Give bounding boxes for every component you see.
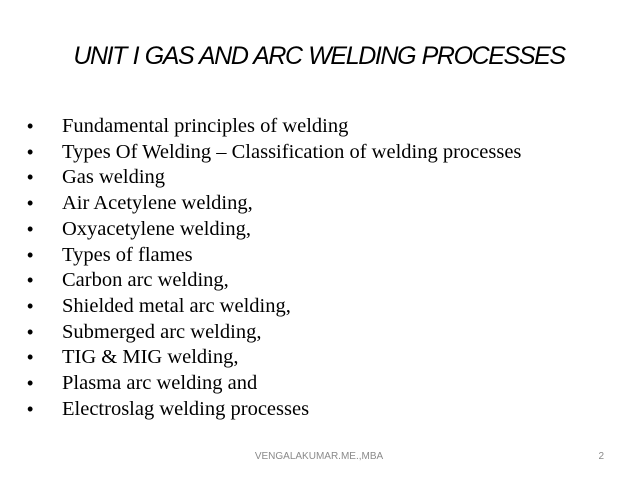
- page-number: 2: [598, 451, 604, 462]
- bullet-icon: •: [27, 270, 34, 291]
- bullet-icon: •: [27, 398, 34, 419]
- list-item: [27, 294, 521, 320]
- list-item-text: Electroslag welding processes: [62, 397, 310, 420]
- list-item: [27, 243, 521, 269]
- list-item: [27, 320, 521, 346]
- bullet-list: [27, 114, 521, 422]
- list-item: [27, 268, 521, 294]
- list-item: [27, 165, 521, 191]
- list-item-text: Shielded metal arc welding,: [62, 294, 291, 317]
- bullet-icon: •: [27, 116, 34, 136]
- list-item-text: Air Acetylene welding,: [62, 192, 253, 215]
- list-item-text: Types of flames: [62, 243, 193, 266]
- footer-author: VENGALAKUMAR.ME.,MBA: [254, 451, 384, 462]
- list-item-text: Carbon arc welding,: [62, 269, 229, 292]
- list-item: [27, 397, 521, 423]
- list-item: [27, 371, 521, 397]
- bullet-icon: •: [27, 244, 34, 265]
- list-item: [27, 217, 521, 243]
- list-item-text: Oxyacetylene welding,: [62, 217, 251, 240]
- bullet-icon: •: [27, 347, 34, 368]
- slide-title: UNIT I GAS AND ARC WELDING PROCESSES: [73, 42, 565, 70]
- bullet-icon: •: [27, 167, 34, 188]
- bullet-icon: •: [27, 321, 34, 342]
- list-item: [27, 191, 521, 217]
- list-item-text: Submerged arc welding,: [62, 320, 262, 343]
- bullet-icon: •: [27, 295, 34, 316]
- list-item: [27, 114, 521, 140]
- list-item-text: Plasma arc welding and: [62, 372, 258, 395]
- bullet-icon: •: [27, 193, 34, 214]
- list-item-text: Gas welding: [62, 166, 166, 189]
- list-item-text: TIG & MIG welding,: [62, 346, 239, 369]
- list-item: [27, 140, 521, 166]
- list-item-text: Fundamental principles of welding: [62, 115, 349, 137]
- bullet-icon: •: [27, 141, 34, 162]
- list-item-text: Types Of Welding – Classification of welding processes: [62, 140, 522, 163]
- bullet-icon: •: [27, 373, 34, 394]
- bullet-icon: •: [27, 218, 34, 239]
- list-item: [27, 345, 521, 371]
